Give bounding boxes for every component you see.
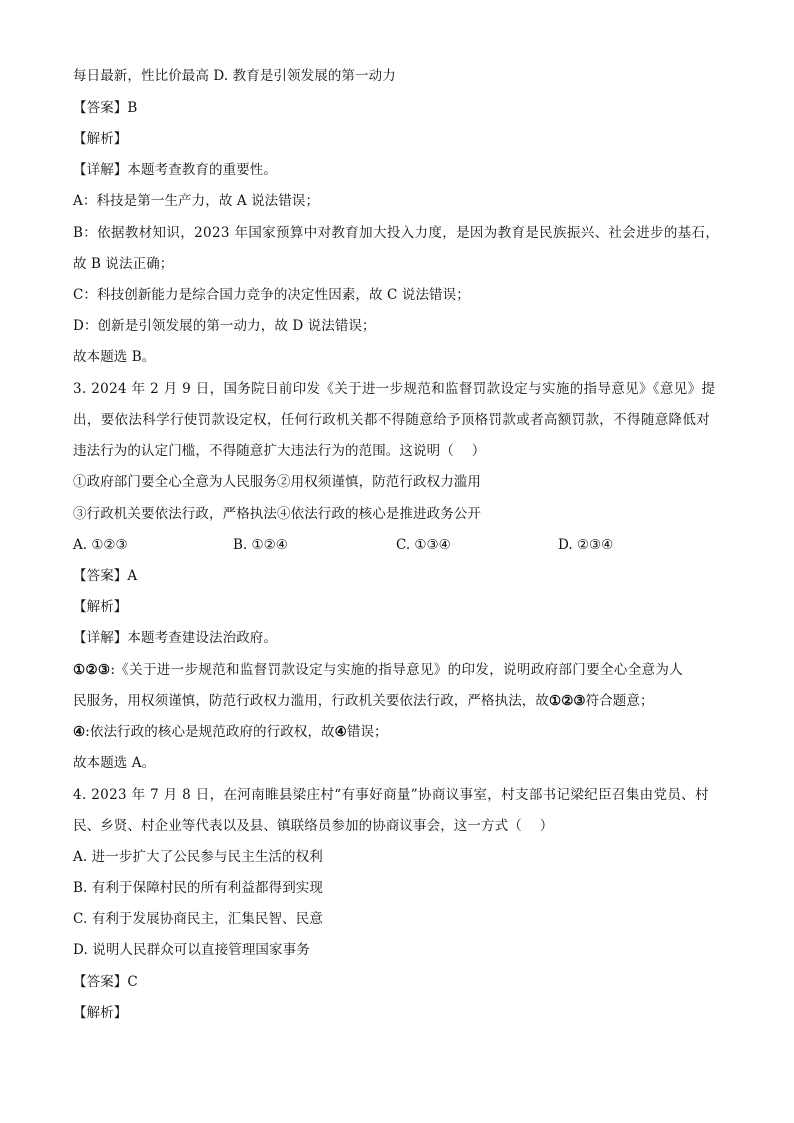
bold-markers: ①②③ [549,693,586,709]
q4-stem-line2: 民、乡贤、村企业等代表以及县、镇联络员参加的协商议事会，这一方式（ ） [73,818,554,834]
bold-markers: ①②③ [73,662,111,678]
q3-explain-line3 [73,723,388,741]
answer-value: A [127,568,138,584]
q2-explain-c: C：科技创新能力是综合国力竞争的决定性因素，故 C 说法错误； [73,287,470,303]
q2-option-tail: 每日最新，性比价最高 D. 教育是引领发展的第一动力 [73,68,396,84]
q4-stem-line1: 4. 2023 年 7 月 8 日，在河南睢县梁庄村“有事好商量”协商议事室，村支部书记梁纪臣召集由党员、村 [73,787,709,803]
explain-text-end: 错误； [346,724,388,740]
answer-value: B [127,100,138,116]
q2-answer [73,99,137,117]
q4-option-d: D. 说明人民群众可以直接管理国家事务 [73,942,310,958]
q4-option-c: C. 有利于发展协商民主，汇集民智、民意 [73,911,323,927]
q3-explain-line2 [73,692,654,710]
q2-explain-a: A：科技是第一生产力，故 A 说法错误； [73,193,320,209]
q2-conclusion: 故本题选 B。 [73,349,156,365]
q3-statements-line2: ③行政机关要依法行政，严格执法④依法行政的核心是推进政务公开 [73,506,481,522]
bold-marker: ④ [73,724,86,740]
q4-option-a: A. 进一步扩大了公民参与民主生活的权利 [73,849,323,865]
q3-stem-line3: 违法行为的认定门槛，不得随意扩大违法行为的范围。这说明（ ） [73,443,486,459]
explain-text: :依法行政的核心是规范政府的行政权，故 [85,724,335,740]
q2-explain-b-line2: 故 B 说法正确； [73,256,174,272]
explain-text: :《关于进一步规范和监督罚款设定与实施的指导意见》的印发，说明政府部门要全心全意为人 [110,662,684,678]
answer-tag: 【答案】 [73,974,128,990]
explain-text-end: 符合题意； [585,693,654,709]
explain-text: 民服务，用权须谨慎，防范行政权力滥用，行政机关要依法行政，严格执法，故 [73,693,549,709]
q3-statements-line1: ①政府部门要全心全意为人民服务②用权须谨慎，防范行政权力滥用 [73,474,481,490]
q4-analysis-tag: 【解析】 [73,1005,128,1021]
q3-explain-line1 [73,661,721,679]
q2-detail [73,161,277,179]
q2-explain-b-line1: B：依据教材知识，2023 年国家预算中对教育加大投入力度，是因为教育是民族振兴、社会进步的基石， [73,225,720,241]
q3-stem-line1: 3. 2024 年 2 月 9 日，国务院日前印发《关于进一步规范和监督罚款设定与实施的指导意见》《意见》提 [73,381,716,397]
detail-tag: 【详解】 [73,630,128,646]
q3-conclusion: 故本题选 A。 [73,755,156,771]
detail-tag: 【详解】 [73,162,128,178]
detail-text: 本题考查教育的重要性。 [127,162,278,178]
q4-answer [73,973,138,991]
q3-option-d: D. ②③④ [558,537,614,553]
q3-detail [73,629,277,647]
answer-tag: 【答案】 [73,568,128,584]
q2-explain-d: D：创新是引领发展的第一动力，故 D 说法错误； [73,318,376,334]
bold-marker: ④ [334,724,347,740]
q3-option-a: A. ①②③ [73,537,128,553]
q3-analysis-tag: 【解析】 [73,599,128,615]
answer-tag: 【答案】 [73,100,128,116]
q4-option-b: B. 有利于保障村民的所有利益都得到实现 [73,880,324,896]
detail-text: 本题考查建设法治政府。 [127,630,278,646]
q3-option-c: C. ①③④ [396,537,451,553]
q3-stem-line2: 出，要依法科学行使罚款设定权，任何行政机关都不得随意给予顶格罚款或者高额罚款，不得随意降低对 [73,412,711,428]
q2-analysis-tag: 【解析】 [73,131,128,147]
q3-answer [73,567,137,585]
q3-option-b: B. ①②④ [233,537,288,553]
answer-value: C [127,974,138,990]
